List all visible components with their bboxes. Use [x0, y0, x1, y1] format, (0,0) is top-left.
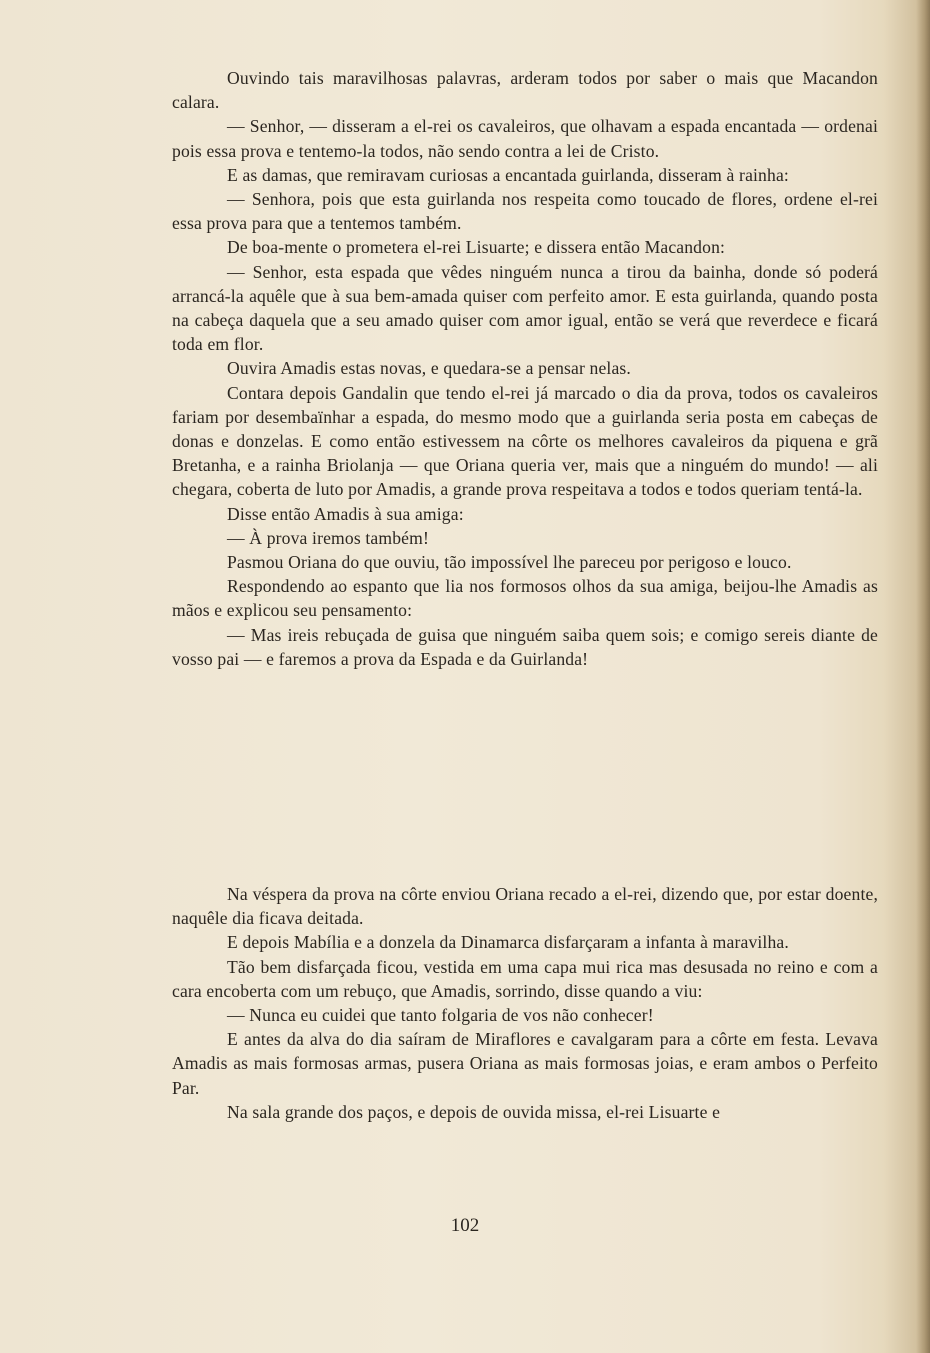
page-edge-shadow: [916, 0, 930, 1353]
paragraph: Tão bem disfarçada ficou, vestida em uma capa mui rica mas desusada no reino e com a cara encoberta com um rebuço, que Amadis, sorrindo, disse quando a viu:: [172, 956, 878, 1001]
paragraph: De boa-mente o prometera el-rei Lisuarte; e dissera então Macandon:: [227, 237, 726, 258]
paragraph: Respondendo ao espanto que lia nos formosos olhos da sua amiga, beijou-lhe Amadis as mãos e explicou seu pensamento:: [172, 576, 878, 621]
paragraph: Ouvira Amadis estas novas, e quedara-se a pensar nelas.: [227, 358, 631, 379]
paragraph: — Senhor, esta espada que vêdes ninguém nunca a tirou da bainha, donde só poderá arrancá-la aquêle que à sua bem-amada quiser com perfeito amor. E esta guirlanda, quando posta na cabeça daquela que a seu amado quiser com amor igual, então se verá que reverdece e ficará toda em flor.: [172, 261, 878, 355]
paragraph: Disse então Amadis à sua amiga:: [227, 503, 464, 524]
paragraph: — Mas ireis rebuçada de guisa que ninguém saiba quem sois; e comigo sereis diante de vosso pai — e faremos a prova da Espada e da Guirlanda!: [172, 624, 878, 669]
page-number: 102: [450, 1215, 480, 1236]
paragraph: E depois Mabília e a donzela da Dinamarca disfarçaram a infanta à maravilha.: [227, 932, 789, 953]
text-section-1: [172, 66, 878, 671]
paragraph: Ouvindo tais maravilhosas palavras, arderam todos por saber o mais que Macandon calara.: [172, 68, 878, 113]
paragraph: Contara depois Gandalin que tendo el-rei já marcado o dia da prova, todos os cavaleiros fariam por desembaïnhar a espada, do mesmo modo que a guirlanda seria posta em cabeças de donas e donzelas. E como então estivessem na côrte os melhores cavaleiros da piquena e grã Bretanha, e a rainha Briolanja — que Oriana queria ver, mais que a ninguém do mundo! — ali chegara, coberta de luto por Amadis, a grande prova respeitava a todos e todos queriam tentá-la.: [172, 382, 878, 500]
text-section-2: [172, 882, 878, 1124]
paragraph: — Senhor, — disseram a el-rei os cavaleiros, que olhavam a espada encantada — ordenai pois essa prova e tentemo-la todos, não sendo contra a lei de Cristo.: [172, 116, 878, 161]
paragraph: — Nunca eu cuidei que tanto folgaria de vos não conhecer!: [227, 1005, 654, 1026]
paragraph: Na véspera da prova na côrte enviou Oriana recado a el-rei, dizendo que, por estar doente, naquêle dia ficava deitada.: [172, 884, 878, 929]
paragraph: — À prova iremos também!: [227, 527, 429, 548]
paragraph: Na sala grande dos paços, e depois de ouvida missa, el-rei Lisuarte e: [227, 1101, 721, 1122]
paragraph: E antes da alva do dia saíram de Miraflores e cavalgaram para a côrte em festa. Levava Amadis as mais formosas armas, pusera Oriana as mais formosas joias, e eram ambos o Perfeito Par.: [172, 1029, 878, 1098]
paragraph: E as damas, que remiravam curiosas a encantada guirlanda, disseram à rainha:: [227, 164, 789, 185]
paragraph: Pasmou Oriana do que ouviu, tão impossível lhe pareceu por perigoso e louco.: [227, 552, 792, 573]
paragraph: — Senhora, pois que esta guirlanda nos respeita como toucado de flores, ordene el-rei essa prova para que a tentemos também.: [172, 189, 878, 234]
